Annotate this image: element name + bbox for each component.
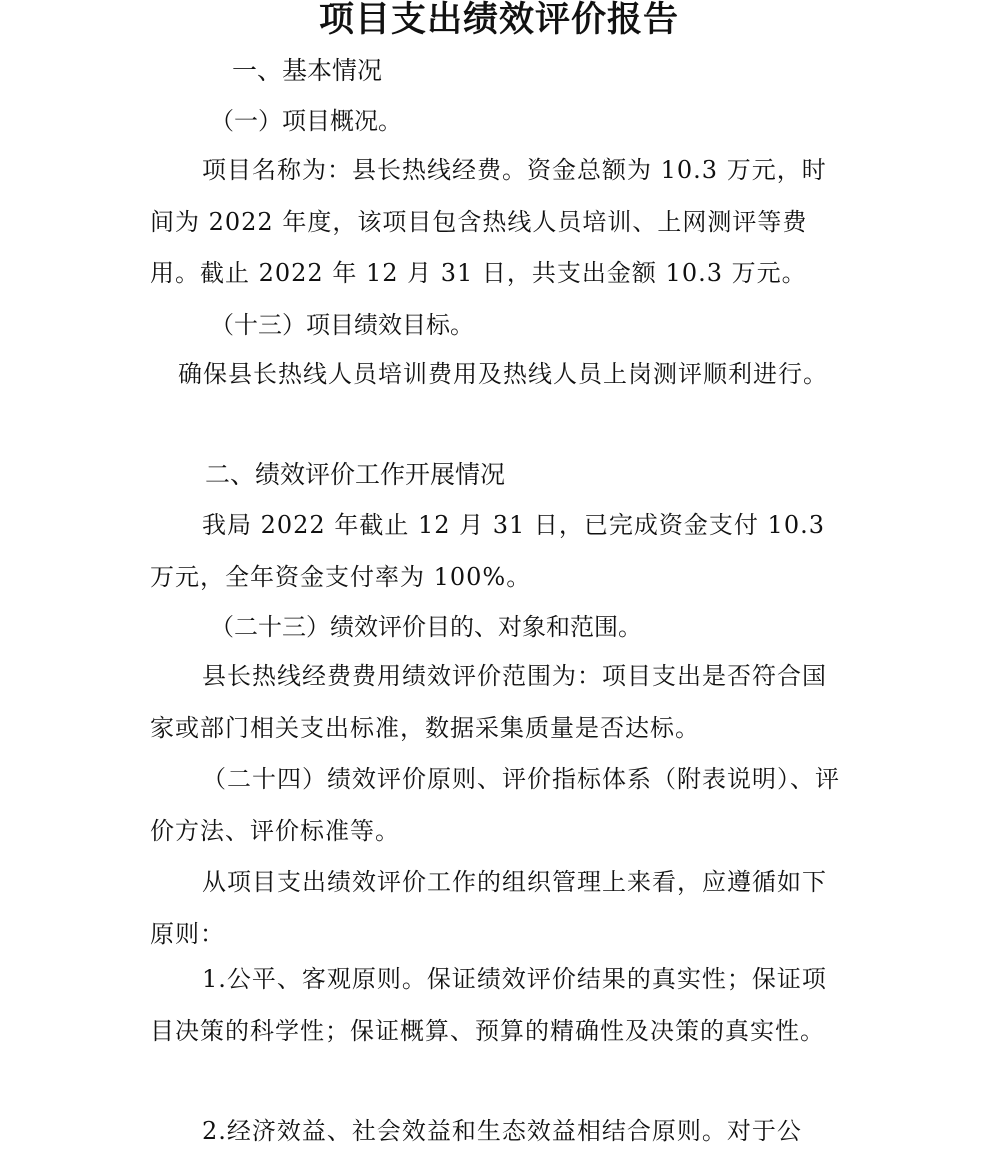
subsection-heading-evaluation-scope: （二十三）绩效评价目的、对象和范围。 bbox=[210, 613, 642, 641]
paragraph-payment-status: 我局 2022 年截止 12 月 31 日，已完成资金支付 10.3 万元，全年资金支付率为 100%。 bbox=[150, 511, 825, 591]
section-heading-evaluation-work: 二、绩效评价工作开展情况 bbox=[205, 460, 506, 489]
paragraph-performance-goals: 确保县长热线人员培训费用及热线人员上岗测评顺利进行。 bbox=[178, 360, 828, 388]
section-heading-basic-info: 一、基本情况 bbox=[232, 56, 383, 85]
paragraph-organizational-principles: 从项目支出绩效评价工作的组织管理上来看，应遵循如下原则： bbox=[150, 868, 827, 948]
paragraph-evaluation-scope: 县长热线经费费用绩效评价范围为：项目支出是否符合国家或部门相关支出标准，数据采集质量是否达标。 bbox=[150, 662, 827, 742]
subsection-heading-performance-goals: （十三）项目绩效目标。 bbox=[210, 311, 474, 339]
paragraph-principle-benefits: 2.经济效益、社会效益和生态效益相结合原则。对于公 bbox=[202, 1117, 802, 1145]
paragraph-principle-fairness: 1.公平、客观原则。保证绩效评价结果的真实性；保证项目决策的科学性；保证概算、预算的精确性及决策的真实性。 bbox=[150, 965, 827, 1045]
paragraph-evaluation-principles-heading: （二十四）绩效评价原则、评价指标体系（附表说明）、评价方法、评价标准等。 bbox=[150, 765, 840, 845]
subsection-heading-project-overview: （一）项目概况。 bbox=[210, 107, 402, 135]
paragraph-project-overview: 项目名称为：县长热线经费。资金总额为 10.3 万元，时间为 2022 年度，该项目包含热线人员培训、上网测评等费用。截止 2022 年 12 月 31 日，共支出金额 10.3 万元。 bbox=[150, 156, 827, 287]
document-title: 项目支出绩效评价报告 bbox=[318, 0, 679, 40]
